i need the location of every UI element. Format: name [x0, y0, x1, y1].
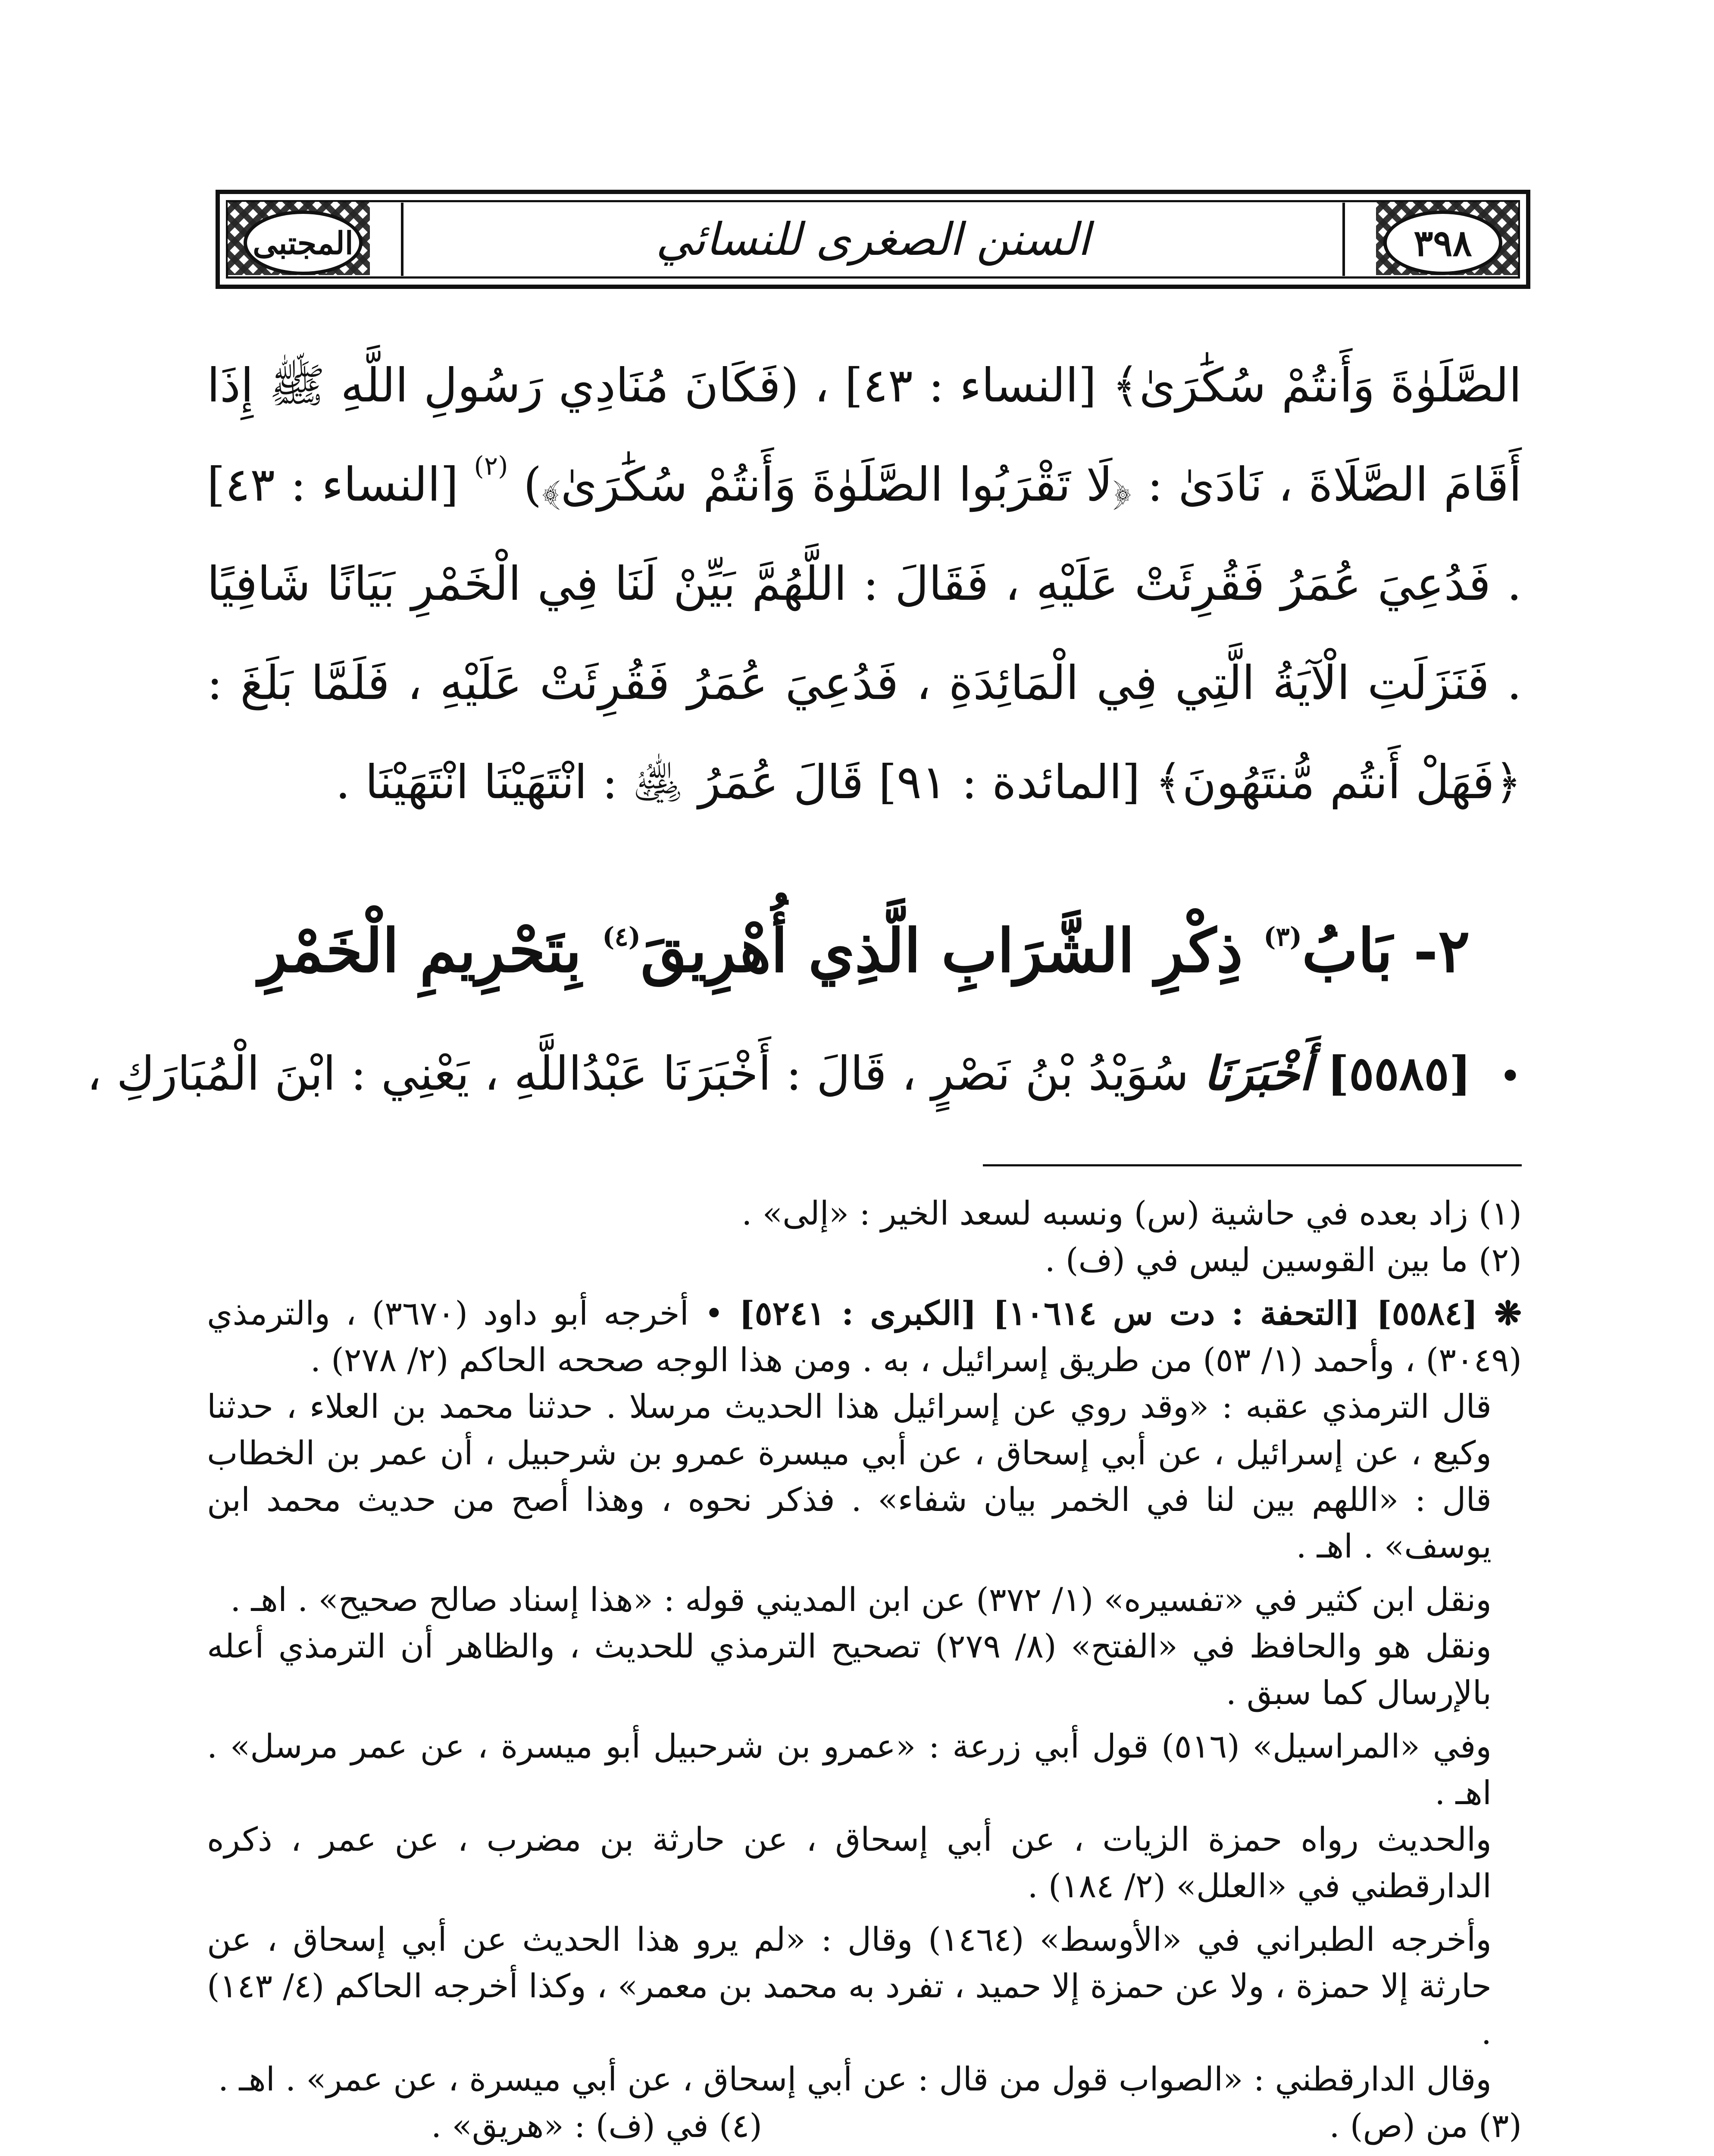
takhrij-tirmidhi: قال الترمذي عقبه : «وقد روي عن إسرائيل هذا الحديث مرسلا . حدثنا محمد بن العلاء ، حدثنا وكيع ، عن إسرائيل ، عن أبي إسحاق ، عن أبي ميسرة عمرو بن شرحبيل ، أن عمر بن الخطاب قال : «اللهم بين لنا في الخمر بيان شفاء» . فذكر نحوه ، وهذا أصح من حديث محمد ابن يوسف» . اهـ . — [207, 1387, 1492, 1565]
chapter-title-a: ذِكْرِ الشَّرَابِ الَّذِي أُهْرِيقَ — [641, 915, 1243, 986]
chapter-title-b: بِتَحْرِيمِ الْخَمْرِ — [259, 915, 582, 986]
footnotes-3-4 — [207, 2103, 1522, 2149]
hadith-text: سُوَيْدُ بْنُ نَصْرٍ ، قَالَ : أَخْبَرَنَا عَبْدُاللَّهِ ، يَعْنِي : ابْنَ الْمُبَارَكِ ، — [87, 1047, 1189, 1101]
takhrij-lead: ❋ [٥٥٨٤] [التحفة : دت س ١٠٦١٤] [الكبرى : ٥٢٤١] — [739, 1294, 1522, 1332]
hadith-line — [87, 1026, 1522, 1121]
main-text-part-2: [النساء : ٤٣] . فَدُعِيَ عُمَرُ فَقُرِئَتْ عَلَيْهِ ، فَقَالَ : اللَّهُمَّ بَيِّنْ لَنَا فِي الْخَمْرِ بَيَانًا شَافِيًا . فَنَزَلَتِ الْآيَةُ الَّتِي فِي الْمَائِدَةِ ، فَدُعِيَ عُمَرُ فَقُرِئَتْ عَلَيْهِ ، فَلَمَّا بَلَغَ : ﴿فَهَلْ أَنتُم مُّنتَهُونَ﴾ [المائدة : ٩١] قَالَ عُمَرُ ﵁ : انْتَهَيْنَا انْتَهَيْنَا . — [207, 458, 1522, 809]
chapter-heading — [207, 901, 1522, 1000]
footnotes — [207, 1190, 1522, 2149]
hadith-bullet: • — [1498, 1054, 1522, 1099]
chapter-number: ٢- — [1413, 915, 1470, 986]
hadith-akhbarana: أَخْبَرَنَا — [1204, 1047, 1312, 1101]
takhrij-tabarani: وأخرجه الطبراني في «الأوسط» (١٤٦٤) وقال : «لم يرو هذا الحديث عن أبي إسحاق ، عن حارثة إلا حمزة ، ولا عن حمزة إلا حميد ، تفرد به محمد بن معمر» ، وكذا أخرجه الحاكم (٤/ ١٤٣) . — [207, 1920, 1492, 2052]
takhrij-fath: ونقل هو والحافظ في «الفتح» (٨/ ٢٧٩) تصحيح الترمذي للحديث ، والظاهر أن الترمذي أعله بالإرسال كما سبق . — [207, 1627, 1492, 1712]
page-number: ٣٩٨ — [1383, 210, 1502, 275]
hadith-number: [٥٥٨٥] — [1327, 1047, 1471, 1101]
footnote-ref-4: (٤) — [602, 922, 641, 952]
footnote-1: (١) زاد بعده في حاشية (س) ونسبه لسعد الخير : «إلى» . — [741, 1194, 1522, 1232]
footnote-ref-2: (٢) — [474, 451, 508, 481]
footnote-4: (٤) في (ف) : «هريق» . — [431, 2106, 762, 2145]
footnote-ref-3: (٣) — [1264, 922, 1302, 952]
running-title: السنن الصغرى للنسائي — [401, 203, 1345, 276]
page-header — [216, 190, 1530, 289]
takhrij-marasil: وفي «المراسيل» (٥١٦) قول أبي زرعة : «عمرو بن شرحبيل أبو ميسرة ، عن عمر مرسل» . اهـ . — [207, 1727, 1492, 1812]
footnote-3: (٣) من (ص) . — [1329, 2106, 1522, 2145]
takhrij-rest: • أخرجه أبو داود (٣٦٧٠) ، والترمذي (٣٠٤٩) ، وأحمد (١/ ٥٣) من طريق إسرائيل ، به . ومن هذا الوجه صححه الحاكم (٢/ ٢٧٨) . — [207, 1294, 1522, 1379]
book-title-badge: المجتبى — [244, 210, 363, 275]
takhrij-daraqutni-ilal: والحديث رواه حمزة الزيات ، عن أبي إسحاق ، عن حارثة بن مضرب ، عن عمر ، ذكره الدارقطني في «العلل» (٢/ ١٨٤) . — [207, 1820, 1492, 1905]
main-paragraph — [207, 336, 1522, 832]
chapter-word-bab: بَابُ — [1302, 915, 1393, 986]
takhrij-paragraph — [207, 1290, 1522, 1383]
takhrij-daraqutni: وقال الدارقطني : «الصواب قول من قال : عن أبي إسحاق ، عن أبي ميسرة ، عن عمر» . اهـ . — [218, 2060, 1492, 2098]
footnote-2: (٢) ما بين القوسين ليس في (ف) . — [1045, 1241, 1522, 1279]
main-text-part-1: الصَّلَوٰةَ وَأَنتُمْ سُكَٰرَىٰ﴾ [النساء : ٤٣] ، (فَكَانَ مُنَادِي رَسُولِ اللَّهِ ﷺ إِذَا أَقَامَ الصَّلَاةَ ، نَادَىٰ : ﴿لَا تَقْرَبُوا الصَّلَوٰةَ وَأَنتُمْ سُكَٰرَىٰ﴾) — [207, 359, 1522, 512]
takhrij-ibn-kathir: ونقل ابن كثير في «تفسيره» (١/ ٣٧٢) عن ابن المديني قوله : «هذا إسناد صالح صحيح» . اهـ . — [230, 1580, 1492, 1619]
main-text — [207, 336, 1522, 832]
footnote-divider — [983, 1164, 1522, 1166]
